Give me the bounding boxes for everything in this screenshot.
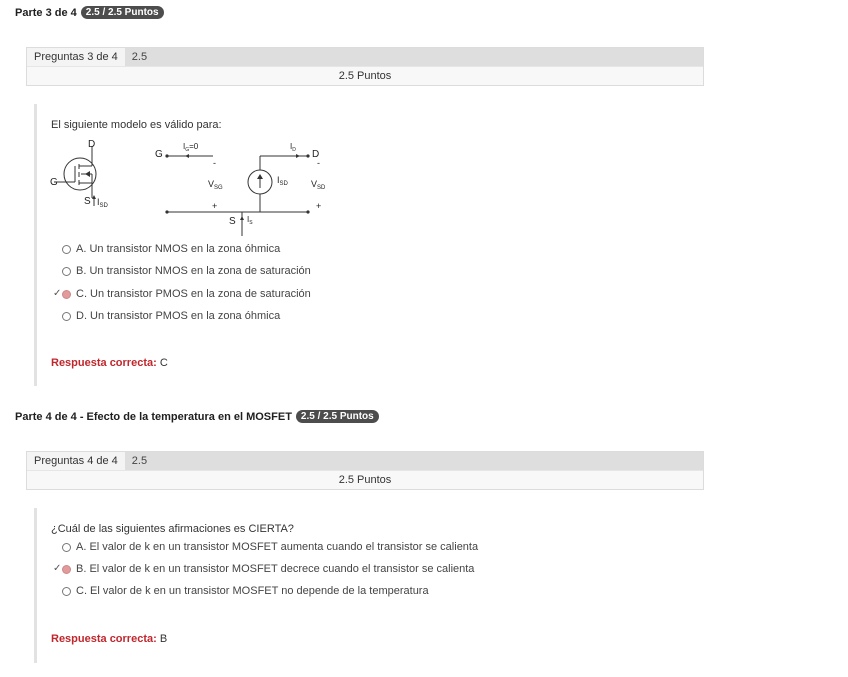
radio-button-selected[interactable]	[62, 565, 71, 574]
part3-points: 2.5 Puntos	[27, 66, 703, 85]
part4-option-c[interactable]	[62, 585, 429, 597]
part3-title-text: Parte 3 de 4	[15, 6, 77, 19]
part3-question-text: El siguiente modelo es válido para:	[51, 119, 222, 131]
part3-option-d[interactable]	[62, 310, 280, 322]
radio-button[interactable]	[62, 587, 71, 596]
model-vsg-plus: +	[212, 201, 218, 211]
part3-question-value: 2.5	[131, 51, 148, 63]
check-icon: ✓	[53, 563, 62, 574]
part3-question-label: Preguntas 3 de 4	[27, 48, 125, 66]
part3-option-c[interactable]	[62, 288, 311, 300]
mosfet-source-label: S	[84, 196, 91, 207]
option-label: A. El valor de k en un transistor MOSFET aumenta cuando el transistor se calienta	[76, 541, 479, 553]
mosfet-gate-label: G	[50, 177, 58, 188]
model-vsd-label: $V_{SD}$	[311, 179, 326, 191]
option-label: B. Un transistor NMOS en la zona de saturación	[76, 265, 311, 277]
part4-question-body	[34, 508, 37, 663]
radio-button[interactable]	[62, 543, 71, 552]
radio-button[interactable]	[62, 267, 71, 276]
part3-option-a[interactable]	[62, 243, 280, 255]
model-id-label: $I_D$	[290, 142, 296, 153]
radio-button[interactable]	[62, 312, 71, 321]
model-ig-label: $I_G=0$	[183, 142, 199, 153]
mosfet-drain-label: D	[88, 139, 96, 150]
correct-answer-label: Respuesta correcta:	[51, 357, 157, 369]
model-drain-label: D	[312, 149, 320, 160]
option-label: C. El valor de k en un transistor MOSFET no depende de la temperatura	[76, 585, 429, 597]
model-isd-label: $I_{SD}$	[277, 175, 288, 187]
mosfet-model-diagram	[48, 136, 338, 240]
model-vsg-label: $V_{SG}$	[208, 179, 223, 191]
part4-score-badge: 2.5 / 2.5 Puntos	[296, 410, 379, 423]
part4-option-a[interactable]	[62, 541, 478, 553]
option-label: A. Un transistor NMOS en la zona óhmica	[76, 243, 281, 255]
check-icon: ✓	[53, 288, 62, 299]
model-source-label: S	[229, 216, 236, 227]
radio-button-selected[interactable]	[62, 290, 71, 299]
part4-question-text: ¿Cuál de las siguientes afirmaciones es CIERTA?	[51, 523, 294, 535]
model-gate-label: G	[155, 149, 163, 160]
equivalent-model	[167, 156, 308, 236]
part4-question-box	[26, 451, 704, 490]
part4-question-label: Preguntas 4 de 4	[27, 452, 125, 470]
correct-answer-value: B	[156, 633, 168, 645]
part4-option-b[interactable]	[62, 563, 474, 575]
option-label: B. El valor de k en un transistor MOSFET decrece cuando el transistor se calienta	[76, 563, 475, 575]
option-label: D. Un transistor PMOS en la zona óhmica	[76, 310, 281, 322]
model-vsd-plus: +	[316, 201, 322, 211]
option-label: C. Un transistor PMOS en la zona de saturación	[76, 288, 311, 300]
part4-question-value: 2.5	[131, 455, 148, 467]
mosfet-isd-label: $I_{SD}$	[97, 197, 108, 209]
part3-question-box	[26, 47, 704, 86]
model-is-label: $I_S$	[247, 215, 253, 226]
part4-title-text: Parte 4 de 4 - Efecto de la temperatura en el MOSFET	[15, 410, 292, 423]
model-vsg-minus: -	[213, 158, 216, 168]
part3-title	[15, 6, 164, 19]
part3-option-b[interactable]	[62, 265, 311, 277]
part4-points: 2.5 Puntos	[27, 470, 703, 489]
part4-title	[15, 410, 379, 423]
correct-answer-value: C	[156, 357, 168, 369]
correct-answer-label: Respuesta correcta:	[51, 633, 157, 645]
part3-correct-answer	[51, 357, 168, 369]
part3-score-badge: 2.5 / 2.5 Puntos	[81, 6, 164, 19]
model-vsd-minus: -	[317, 158, 320, 168]
part3-question-body	[34, 104, 37, 386]
part4-correct-answer	[51, 633, 167, 645]
radio-button[interactable]	[62, 245, 71, 254]
